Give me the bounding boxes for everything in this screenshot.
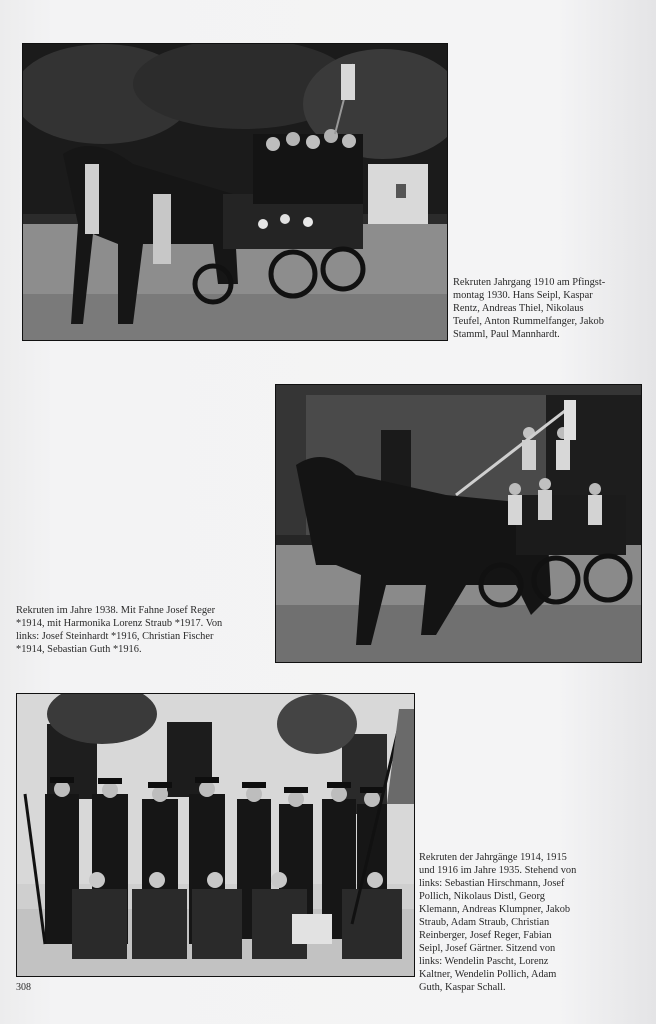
photo-caption: Rekruten im Jahre 1938. Mit Fahne Josef Reger *1914, mit Harmonika Lorenz Straub *1917. Von links: Josef Steinhardt *1916, Christian Fischer *1914, Sebastian Guth *1916. bbox=[16, 605, 223, 655]
photo-carriage-1930 bbox=[22, 43, 448, 341]
photo-group-1935-image bbox=[17, 694, 414, 976]
photo-caption: Rekruten Jahrgang 1910 am Pfingst- montag 1930. Hans Seipl, Kaspar Rentz, Andreas Thiel, Nikolaus Teufel, Anton Rummelfanger, Jakob Stamml, Paul Mannhardt. bbox=[453, 277, 606, 340]
photo-carriage-1938-image bbox=[276, 385, 641, 662]
photo-carriage-1938 bbox=[275, 384, 642, 663]
page-number: 308 bbox=[16, 982, 31, 993]
photo-carriage-1930-image bbox=[23, 44, 447, 340]
photo-caption: Rekruten der Jahrgänge 1914, 1915 und 1916 im Jahre 1935. Stehend von links: Sebastian Hirschmann, Josef Pollich, Nikolaus Distl, Georg Klemann, Andreas Klumpner, Jakob Straub, Adam Straub, Christian Reinberger, Josef Reger, Fabian Seipl, Josef Gärtner. Sitzend von links: Wendelin Pascht, Lorenz Kaltner, Wendelin Pollich, Adam Guth, Kaspar Schall. bbox=[419, 852, 577, 993]
photo-group-1935 bbox=[16, 693, 415, 977]
